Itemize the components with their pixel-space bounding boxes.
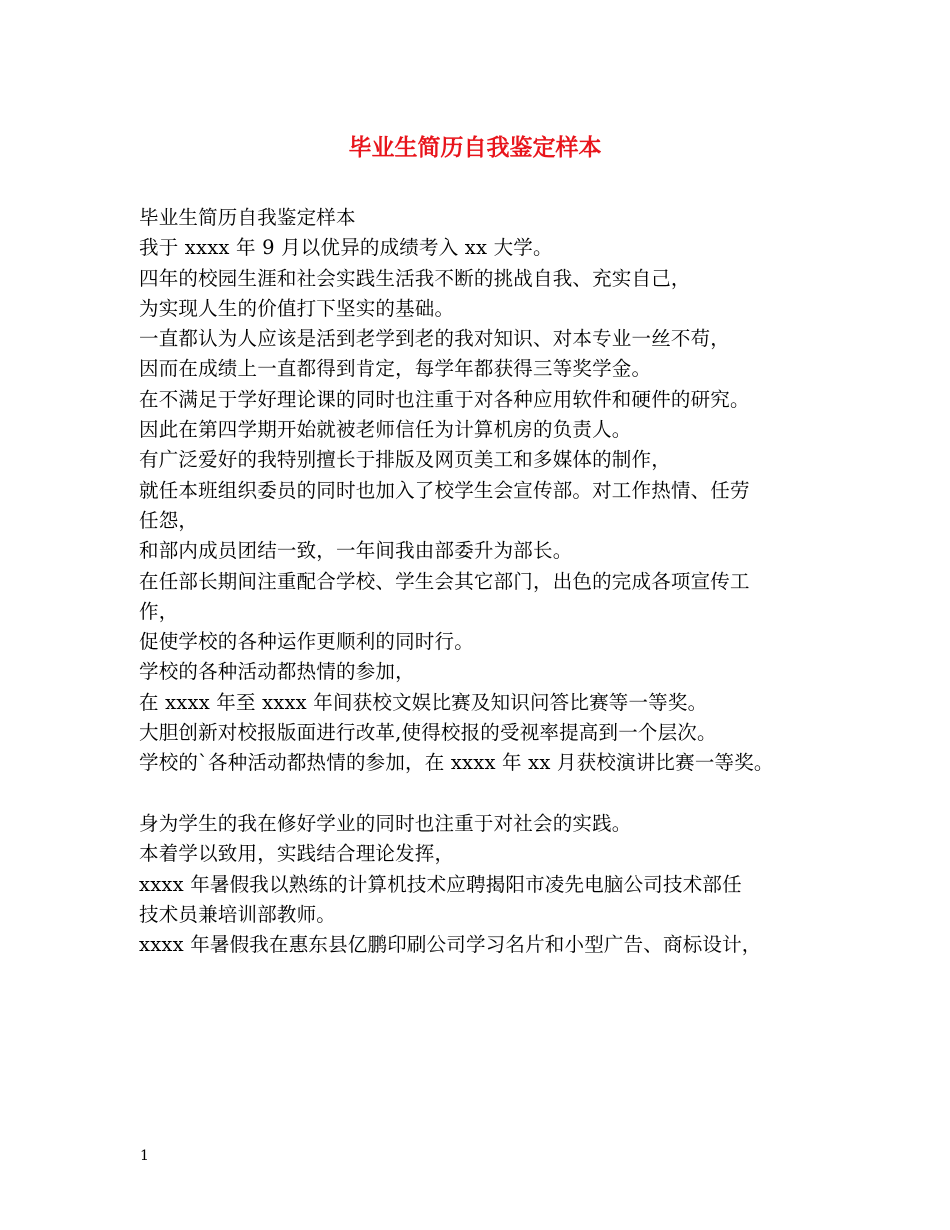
text-line: 在不满足于学好理论课的同时也注重于对各种应用软件和硬件的研究。 <box>139 387 750 411</box>
text-line: 作， <box>139 599 179 623</box>
text-line: 任怨， <box>139 508 199 532</box>
text-line: 因而在成绩上一直都得到肯定，每学年都获得三等奖学金。 <box>139 357 652 381</box>
text-line: 四年的校园生涯和社会实践生活我不断的挑战自我、充实自己， <box>139 266 691 290</box>
text-line: 毕业生简历自我鉴定样本 <box>139 206 356 229</box>
text-line: 为实现人生的价值打下坚实的基础。 <box>139 296 455 320</box>
text-line: 有广泛爱好的我特别擅长于排版及网页美工和多媒体的制作， <box>139 448 671 472</box>
text-line: 就任本班组织委员的同时也加入了校学生会宣传部。对工作热情、任劳 <box>139 478 750 502</box>
text-line: 本着学以致用，实践结合理论发挥， <box>139 842 455 866</box>
text-line: 促使学校的各种运作更顺利的同时行。 <box>139 630 474 654</box>
text-line: 学校的各种活动都热情的参加， <box>139 660 415 684</box>
text-line: 在 xxxx 年至 xxxx 年间获校文娱比赛及知识问答比赛等一等奖。 <box>139 690 708 714</box>
document-body <box>139 203 839 960</box>
text-line: xxxx 年暑假我在惠东县亿鹏印刷公司学习名片和小型广告、商标设计， <box>139 933 762 957</box>
text-line: 在任部长期间注重配合学校、学生会其它部门，出色的完成各项宣传工 <box>139 569 750 593</box>
text-line: 因此在第四学期开始就被老师信任为计算机房的负责人。 <box>139 418 632 442</box>
text-line: 技术员兼培训部教师。 <box>139 902 337 926</box>
page-number: 1 <box>140 1148 149 1164</box>
text-line: 一直都认为人应该是活到老学到老的我对知识、对本专业一丝不苟， <box>139 327 731 351</box>
document-title: 毕业生简历自我鉴定样本 <box>348 134 602 161</box>
text-line: 我于 xxxx 年 9 月以优异的成绩考入 xx 大学。 <box>139 236 553 260</box>
text-line: 学校的`各种活动都热情的参加，在 xxxx 年 xx 月获校演讲比赛一等奖。 <box>139 751 774 775</box>
text-line: 和部内成员团结一致，一年间我由部委升为部长。 <box>139 539 573 563</box>
text-line: 大胆创新对校报版面进行改革,使得校报的受视率提高到一个层次。 <box>139 721 717 745</box>
blank-line <box>139 779 839 809</box>
text-line: 身为学生的我在修好学业的同时也注重于对社会的实践。 <box>139 811 632 835</box>
text-line: xxxx 年暑假我以熟练的计算机技术应聘揭阳市凌先电脑公司技术部任 <box>139 872 742 896</box>
